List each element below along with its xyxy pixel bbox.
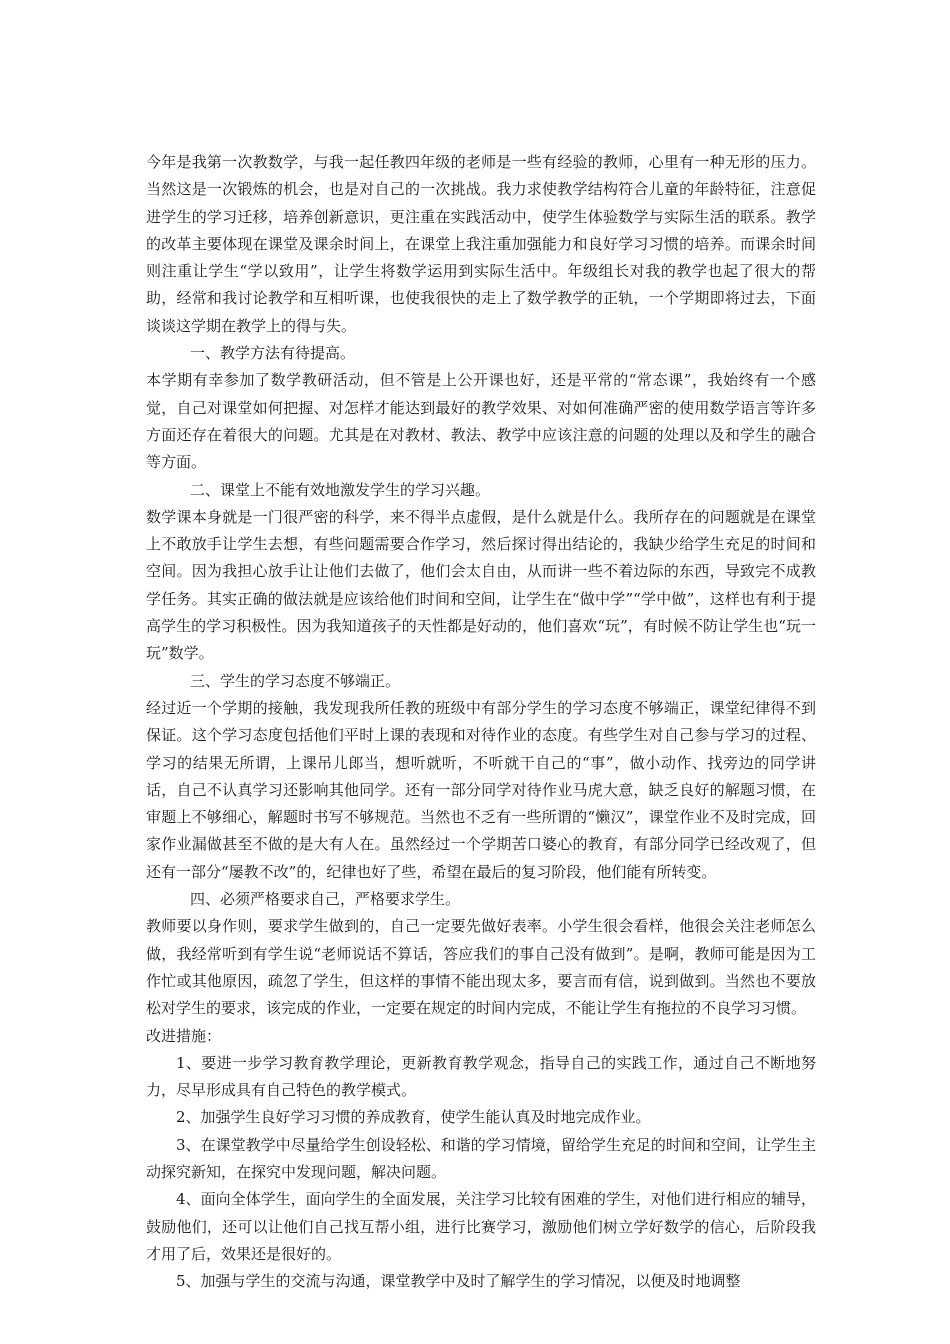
document-page [146, 149, 816, 1295]
intro-paragraph: 今年是我第一次教数学，与我一起任教四年级的老师是一些有经验的教师，心里有一种无形的压力。当然这是一次锻炼的机会，也是对自己的一次挑战。我力求使教学结构符合儿童的年龄特征，注意促进学生的学习迁移，培养创新意识，更注重在实践活动中，使学生体验数学与实际生活的联系。教学的改革主要体现在课堂及课余时间上，在课堂上我注重加强能力和良好学习习惯的培养。而课余时间则注重让学生“学以致用”，让学生将数学运用到实际生活中。年级组长对我的教学也起了很大的帮助，经常和我讨论教学和互相听课，也使我很快的走上了数学教学的正轨，一个学期即将过去，下面谈谈这学期在教学上的得与失。 [146, 153, 816, 335]
section-1-heading: 一、教学方法有待提高。 [190, 344, 356, 363]
section-3-body: 经过近一个学期的接触，我发现我所任教的班级中有部分学生的学习态度不够端正，课堂纪律得不到保证。这个学习态度包括他们平时上课的表现和对待作业的态度。有些学生对自己参与学习的过程、学习的结果无所谓，上课吊儿郎当，想听就听，不听就干自己的“事”，做小动作、找旁边的同学讲话，自己不认真学习还影响其他同学。还有一部分同学对待作业马虎大意，缺乏良好的解题习惯，在审题上不够细心，解题时书写不够规范。当然也不乏有一些所谓的“懒汉”，课堂作业不及时完成，回家作业漏做甚至不做的是大有人在。虽然经过一个学期苦口婆心的教育，有部分同学已经改观了，但还有一部分“屡教不改”的，纪律也好了些，希望在最后的复习阶段，他们能有所转变。 [146, 698, 816, 881]
section-4-heading: 四、必须严格要求自己，严格要求学生。 [190, 890, 461, 909]
measure-item-5: 5、加强与学生的交流与沟通，课堂教学中及时了解学生的学习情况，以便及时地调整 [176, 1272, 741, 1291]
measure-item-4: 4、面向全体学生，面向学生的全面发展，关注学习比较有困难的学生，对他们进行相应的辅导，鼓励他们，还可以让他们自己找互帮小组，进行比赛学习，激励他们树立学好数学的信心，后阶段我才用了后，效果还是很好的。 [146, 1190, 816, 1263]
section-3-heading: 三、学生的学习态度不够端正。 [190, 671, 401, 690]
section-2-heading: 二、课堂上不能有效地激发学生的学习兴趣。 [190, 480, 491, 499]
measure-item-3: 3、在课堂教学中尽量给学生创设轻松、和谐的学习情境，留给学生充足的时间和空间，让学生主动探究新知，在探究中发现问题，解决问题。 [146, 1135, 816, 1181]
measures-label: 改进措施： [146, 1026, 222, 1045]
section-4-body: 教师要以身作则，要求学生做到的，自己一定要先做好表率。小学生很会看样，他很会关注老师怎么做，我经常听到有学生说“老师说话不算话，答应我们的事自己没有做到”。是啊，教师可能是因为工作忙或其他原因，疏忽了学生，但这样的事情不能出现太多，要言而有信，说到做到。当然也不要放松对学生的要求，该完成的作业，一定要在规定的时间内完成，不能让学生有拖拉的不良学习习惯。 [146, 917, 816, 1018]
measure-item-2: 2、加强学生良好学习习惯的养成教育，使学生能认真及时地完成作业。 [176, 1108, 651, 1127]
section-1-body: 本学期有幸参加了数学教研活动，但不管是上公开课也好，还是平常的“常态课”，我始终有一个感觉，自己对课堂如何把握、对怎样才能达到最好的教学效果、对如何准确严密的使用数学语言等许多方面还存在着很大的问题。尤其是在对教材、教法、教学中应该注意的问题的处理以及和学生的融合等方面。 [146, 371, 816, 472]
section-2-body: 数学课本身就是一门很严密的科学，来不得半点虚假，是什么就是什么。我所存在的问题就是在课堂上不敢放手让学生去想，有些问题需要合作学习，然后探讨得出结论的，我缺少给学生充足的时间和空间。因为我担心放手让让他们去做了，他们会太自由，从而讲一些不着边际的东西，导致完不成教学任务。其实正确的做法就是应该给他们时间和空间，让学生在“做中学”“学中做”，这样也有利于提高学生的学习积极性。因为我知道孩子的天性都是好动的，他们喜欢“玩”，有时候不防让学生也“玩一玩”数学。 [146, 507, 816, 663]
measure-item-1: 1、要进一步学习教育教学理论，更新教育教学观念，指导自己的实践工作，通过自己不断地努力，尽早形成具有自己特色的教学模式。 [146, 1053, 816, 1100]
